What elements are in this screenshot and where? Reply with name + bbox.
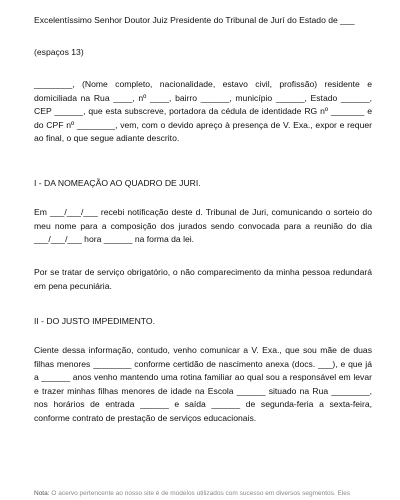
footer-note <box>34 490 400 497</box>
document-title: Excelentíssimo Senhor Doutor Juiz Presidente do Tribunal de Jurí do Estado de ___ <box>34 15 355 25</box>
section-heading-nomeacao: I - DA NOMEAÇÃO AO QUADRO DE JURI. <box>34 178 201 188</box>
intro-paragraph: ________, (Nome completo, nacionalidade, estavo civil, profissão) residente e domiciliada na Rua ____, nº ____, bairro ______, município ______, Estado ______, CEP ______, que esta subscreve, portadora da cédula de identidade RG nº _______ e do CPF nº ________, vem, com o devido apreço à presença de V. Exa., expor e requer ao final, o que segue adiante descrito. <box>34 79 372 144</box>
footer-note-text: O acervo pertencente ao nosso site é de modelos utilizados com sucesso em diversos segmentos. Eles <box>51 490 351 497</box>
obligation-paragraph: Por se tratar de serviço obrigatório, o não comparecimento da minha pessoa redundará em pena pecuniária. <box>34 267 372 291</box>
spacing-note: (espaços 13) <box>34 47 84 57</box>
impediment-paragraph: Ciente dessa informação, contudo, venho comunicar a V. Exa., que sou mãe de duas filhas menores ________ conforme certidão de nascimento anexa (docs. ___), e que já a ______ anos venho mantendo uma rotina familiar ao qual sou a responsável em levar e trazer minhas filhas menores de idade na Escola ______ situado na Rua ________, nos horários de entrada ______ e saída ______ de segunda-feria a sexta-feira, conforme contrato de prestação de serviços educacionais. <box>34 345 372 423</box>
section-heading-impedimento: II - DO JUSTO IMPEDIMENTO. <box>34 316 155 326</box>
notification-paragraph: Em ___/___/___ recebi notificação deste d. Tribunal de Juri, comunicando o sorteio do meu nome para a composição dos jurados sendo convocada para a reunião do dia ___/___/___ hora ______ na forma da lei. <box>34 207 372 245</box>
footer-note-label: Nota: <box>34 490 50 497</box>
